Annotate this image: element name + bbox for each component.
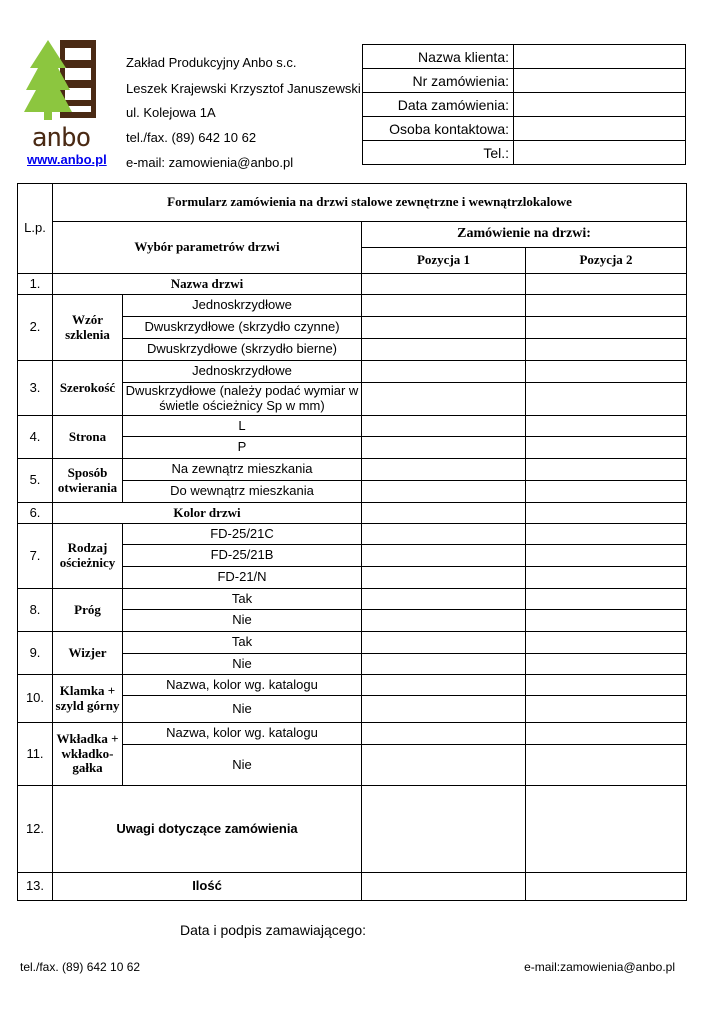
position-1-cell[interactable] — [362, 317, 526, 339]
position-2-cell[interactable] — [526, 654, 687, 675]
option-label: L — [123, 416, 362, 437]
position-1-cell[interactable] — [362, 786, 526, 873]
company-email: e-mail: zamowienia@anbo.pl — [126, 155, 294, 170]
position-2-cell[interactable] — [526, 589, 687, 610]
position-1-cell[interactable] — [362, 654, 526, 675]
position-1-cell[interactable] — [362, 459, 526, 481]
position-1-cell[interactable] — [362, 274, 526, 295]
footer-phone: tel./fax. (89) 642 10 62 — [20, 960, 141, 974]
row-number: 8. — [18, 589, 53, 632]
table-row — [18, 361, 687, 383]
position-1-cell[interactable] — [362, 696, 526, 723]
client-field-row — [363, 117, 686, 141]
order-header: Zamówienie na drzwi: — [362, 222, 687, 248]
order-date-label: Data zamówienia: — [363, 93, 514, 117]
position-2-cell[interactable] — [526, 675, 687, 696]
company-name: Zakład Produkcyjny Anbo s.c. — [126, 55, 297, 70]
option-label: Nie — [123, 696, 362, 723]
position-1-cell[interactable] — [362, 437, 526, 459]
position-1-cell[interactable] — [362, 339, 526, 361]
position-1-cell[interactable] — [362, 745, 526, 786]
contact-person-field[interactable] — [514, 117, 686, 141]
position-2-cell[interactable] — [526, 459, 687, 481]
position-1-cell[interactable] — [362, 675, 526, 696]
row-group-label: Strona — [53, 416, 123, 459]
phone-field[interactable] — [514, 141, 686, 165]
client-field-row — [363, 45, 686, 69]
position-1-cell[interactable] — [362, 589, 526, 610]
table-row — [18, 589, 687, 610]
position-2-cell[interactable] — [526, 696, 687, 723]
lp-header: L.p. — [18, 184, 53, 274]
row-group-label: Wkładka + wkładko-gałka — [53, 723, 123, 786]
position-2-cell[interactable] — [526, 524, 687, 545]
position-2-cell[interactable] — [526, 383, 687, 416]
position-2-cell[interactable] — [526, 745, 687, 786]
table-row — [18, 786, 687, 873]
phone-label: Tel.: — [363, 141, 514, 165]
position-2-cell[interactable] — [526, 632, 687, 654]
logo-text: anbo — [31, 123, 91, 150]
position-2-cell[interactable] — [526, 361, 687, 383]
position-1-cell[interactable] — [362, 524, 526, 545]
row-group-label: Rodzaj ościeżnicy — [53, 524, 123, 589]
option-label: Nie — [123, 745, 362, 786]
row-number: 9. — [18, 632, 53, 675]
table-row — [18, 873, 687, 901]
position-1-cell[interactable] — [362, 567, 526, 589]
row-number: 12. — [18, 786, 53, 873]
option-label: Nazwa, kolor wg. katalogu — [123, 675, 362, 696]
position-1-cell[interactable] — [362, 383, 526, 416]
row-group-label: Klamka + szyld górny — [53, 675, 123, 723]
option-label: Nie — [123, 654, 362, 675]
row-number: 4. — [18, 416, 53, 459]
client-info-table — [362, 44, 686, 165]
row-label: Kolor drzwi — [53, 503, 362, 524]
row-number: 13. — [18, 873, 53, 901]
row-number: 6. — [18, 503, 53, 524]
position-2-cell[interactable] — [526, 545, 687, 567]
position-2-cell[interactable] — [526, 481, 687, 503]
position-2-cell[interactable] — [526, 295, 687, 317]
table-row — [18, 459, 687, 481]
row-number: 3. — [18, 361, 53, 416]
position-2-cell[interactable] — [526, 317, 687, 339]
row-group-label: Próg — [53, 589, 123, 632]
position-2-cell[interactable] — [526, 416, 687, 437]
option-label: Jednoskrzydłowe — [123, 295, 362, 317]
row-number: 7. — [18, 524, 53, 589]
row-number: 2. — [18, 295, 53, 361]
position-1-cell[interactable] — [362, 481, 526, 503]
signature-label: Data i podpis zamawiającego: — [180, 922, 366, 938]
contact-person-label: Osoba kontaktowa: — [363, 117, 514, 141]
option-label: Dwuskrzydłowe (skrzydło czynne) — [123, 317, 362, 339]
order-form-table — [17, 183, 687, 901]
tree-logo-icon — [24, 38, 98, 150]
footer-email: e-mail:zamowienia@anbo.pl — [524, 960, 675, 974]
row-number: 5. — [18, 459, 53, 503]
option-label: FD-25/21C — [123, 524, 362, 545]
position-2-cell[interactable] — [526, 567, 687, 589]
row-label: Ilość — [53, 873, 362, 901]
row-label: Nazwa drzwi — [53, 274, 362, 295]
option-label: FD-21/N — [123, 567, 362, 589]
position-1-cell[interactable] — [362, 503, 526, 524]
position-1-cell[interactable] — [362, 610, 526, 632]
table-row — [18, 503, 687, 524]
company-address: ul. Kolejowa 1A — [126, 105, 216, 120]
params-header: Wybór parametrów drzwi — [53, 222, 362, 274]
option-label: Na zewnątrz mieszkania — [123, 459, 362, 481]
row-label: Uwagi dotyczące zamówienia — [53, 786, 362, 873]
row-number: 1. — [18, 274, 53, 295]
website-link[interactable]: www.anbo.pl — [27, 152, 107, 167]
position-2-cell[interactable] — [526, 339, 687, 361]
position-1-cell[interactable] — [362, 873, 526, 901]
table-row — [18, 675, 687, 696]
row-group-label: Sposób otwierania — [53, 459, 123, 503]
row-group-label: Szerokość — [53, 361, 123, 416]
client-name-label: Nazwa klienta: — [363, 45, 514, 69]
option-label: Do wewnątrz mieszkania — [123, 481, 362, 503]
option-label: P — [123, 437, 362, 459]
position-2-cell[interactable] — [526, 786, 687, 873]
position-1-cell[interactable] — [362, 361, 526, 383]
client-name-field[interactable] — [514, 45, 686, 69]
position-2-cell[interactable] — [526, 610, 687, 632]
position-1-cell[interactable] — [362, 545, 526, 567]
position-2-header: Pozycja 2 — [526, 248, 687, 274]
form-title: Formularz zamówienia na drzwi stalowe zewnętrzne i wewnątrzlokalowe — [53, 184, 687, 222]
position-2-cell[interactable] — [526, 437, 687, 459]
option-label: Jednoskrzydłowe — [123, 361, 362, 383]
table-row — [18, 274, 687, 295]
option-label: Tak — [123, 589, 362, 610]
position-1-cell[interactable] — [362, 295, 526, 317]
table-row — [18, 416, 687, 437]
option-label: Dwuskrzydłowe (należy podać wymiar w świetle ościeżnicy Sp w mm) — [123, 383, 362, 416]
position-1-cell[interactable] — [362, 723, 526, 745]
row-group-label: Wzór szklenia — [53, 295, 123, 361]
order-number-field[interactable] — [514, 69, 686, 93]
row-group-label: Wizjer — [53, 632, 123, 675]
company-owners: Leszek Krajewski Krzysztof Januszewski — [126, 81, 361, 96]
position-2-cell[interactable] — [526, 873, 687, 901]
option-label: Nazwa, kolor wg. katalogu — [123, 723, 362, 745]
position-2-cell[interactable] — [526, 274, 687, 295]
table-row — [18, 723, 687, 745]
row-number: 11. — [18, 723, 53, 786]
position-1-cell[interactable] — [362, 632, 526, 654]
company-phone: tel./fax. (89) 642 10 62 — [126, 130, 257, 145]
order-date-field[interactable] — [514, 93, 686, 117]
position-2-cell[interactable] — [526, 723, 687, 745]
table-row — [18, 524, 687, 545]
client-field-row — [363, 93, 686, 117]
table-row — [18, 295, 687, 317]
option-label: Tak — [123, 632, 362, 654]
option-label: Dwuskrzydłowe (skrzydło bierne) — [123, 339, 362, 361]
client-field-row — [363, 69, 686, 93]
option-label: FD-25/21B — [123, 545, 362, 567]
position-2-cell[interactable] — [526, 503, 687, 524]
row-number: 10. — [18, 675, 53, 723]
option-label: Nie — [123, 610, 362, 632]
position-1-header: Pozycja 1 — [362, 248, 526, 274]
table-row — [18, 632, 687, 654]
order-number-label: Nr zamówienia: — [363, 69, 514, 93]
client-field-row — [363, 141, 686, 165]
position-1-cell[interactable] — [362, 416, 526, 437]
